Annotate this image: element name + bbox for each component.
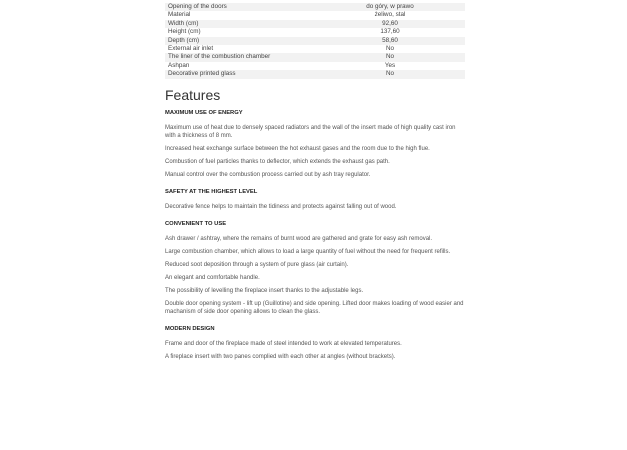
spec-label: External air inlet (168, 45, 214, 53)
feature-paragraph: Maximum use of heat due to densely spaced radiators and the wall of the insert made of high quality cast iron with a thickness of 8 mm. (165, 124, 456, 139)
section-heading: CONVENIENT TO USE (165, 220, 227, 227)
feature-paragraph: Increased heat exchange surface between the hot exhaust gases and the room due to the high flue. (165, 145, 430, 152)
spec-value: No (315, 53, 465, 61)
spec-label: The liner of the combustion chamber (165, 53, 315, 61)
spec-label: Opening of the doors (165, 3, 315, 11)
spec-row (165, 3, 465, 11)
spec-value: do góry, w prawo (315, 3, 465, 11)
feature-section-safety (165, 188, 465, 211)
feature-paragraph: Large combustion chamber, which allows to load a large quantity of fuel without the need for frequent refills. (165, 248, 451, 255)
spec-label: Decorative printed glass (165, 70, 315, 78)
features-heading: Features (165, 86, 221, 103)
section-heading: SAFETY AT THE HIGHEST LEVEL (165, 188, 258, 195)
spec-label: Height (cm) (168, 28, 201, 36)
product-content (165, 3, 465, 370)
spec-row (165, 28, 465, 36)
spec-value: No (385, 45, 395, 53)
spec-value: Yes (384, 61, 396, 69)
spec-row (165, 20, 465, 28)
spec-value: 92,60 (315, 20, 465, 28)
spec-value: 137,60 (380, 28, 400, 36)
spec-row (165, 37, 465, 45)
feature-paragraph: Ash drawer / ashtray, where the remains of burnt wood are gathered and grate for easy ash removal. (165, 235, 433, 242)
feature-paragraph: Manual control over the combustion process carried out by ash tray regulator. (165, 171, 371, 178)
specifications-table (165, 3, 465, 79)
spec-label: Material (168, 11, 191, 19)
spec-row (165, 70, 465, 78)
feature-section-design (165, 325, 465, 361)
feature-paragraph: An elegant and comfortable handle. (165, 274, 260, 281)
spec-value: 58,60 (315, 37, 465, 45)
feature-paragraph: The possibility of levelling the fireplace insert thanks to the adjustable legs. (165, 287, 364, 294)
feature-section-energy (165, 109, 465, 179)
feature-paragraph: Frame and door of the fireplace made of steel intended to work at elevated temperatures. (165, 340, 402, 347)
spec-label: Depth (cm) (165, 37, 315, 45)
feature-paragraph: Decorative fence helps to maintain the tidiness and protects against falling out of wood. (165, 203, 397, 210)
specifications-body (165, 3, 465, 79)
spec-label: Width (cm) (165, 20, 315, 28)
feature-section-convenience (165, 220, 465, 316)
spec-label: Ashpan (168, 61, 190, 69)
feature-paragraph: A fireplace insert with two panes complied with each other at angles (without brackets). (165, 353, 396, 360)
spec-row (165, 45, 465, 53)
feature-paragraph: Combustion of fuel particles thanks to deflector, which extends the exhaust gas path. (165, 158, 390, 165)
spec-row (165, 11, 465, 19)
spec-value: żeliwo, stal (374, 11, 406, 19)
feature-paragraph: Reduced soot deposition through a system of pure glass (air curtain). (165, 261, 349, 268)
feature-paragraph: Double door opening system - lift up (Guillotine) and side opening. Lifted door makes loading of wood easier and machanism of side door opening allows to clean the glass. (165, 300, 464, 315)
section-heading: MAXIMUM USE OF ENERGY (165, 109, 243, 116)
section-heading: MODERN DESIGN (165, 325, 215, 332)
spec-row (165, 53, 465, 61)
spec-value: No (315, 70, 465, 78)
spec-row (165, 62, 465, 70)
